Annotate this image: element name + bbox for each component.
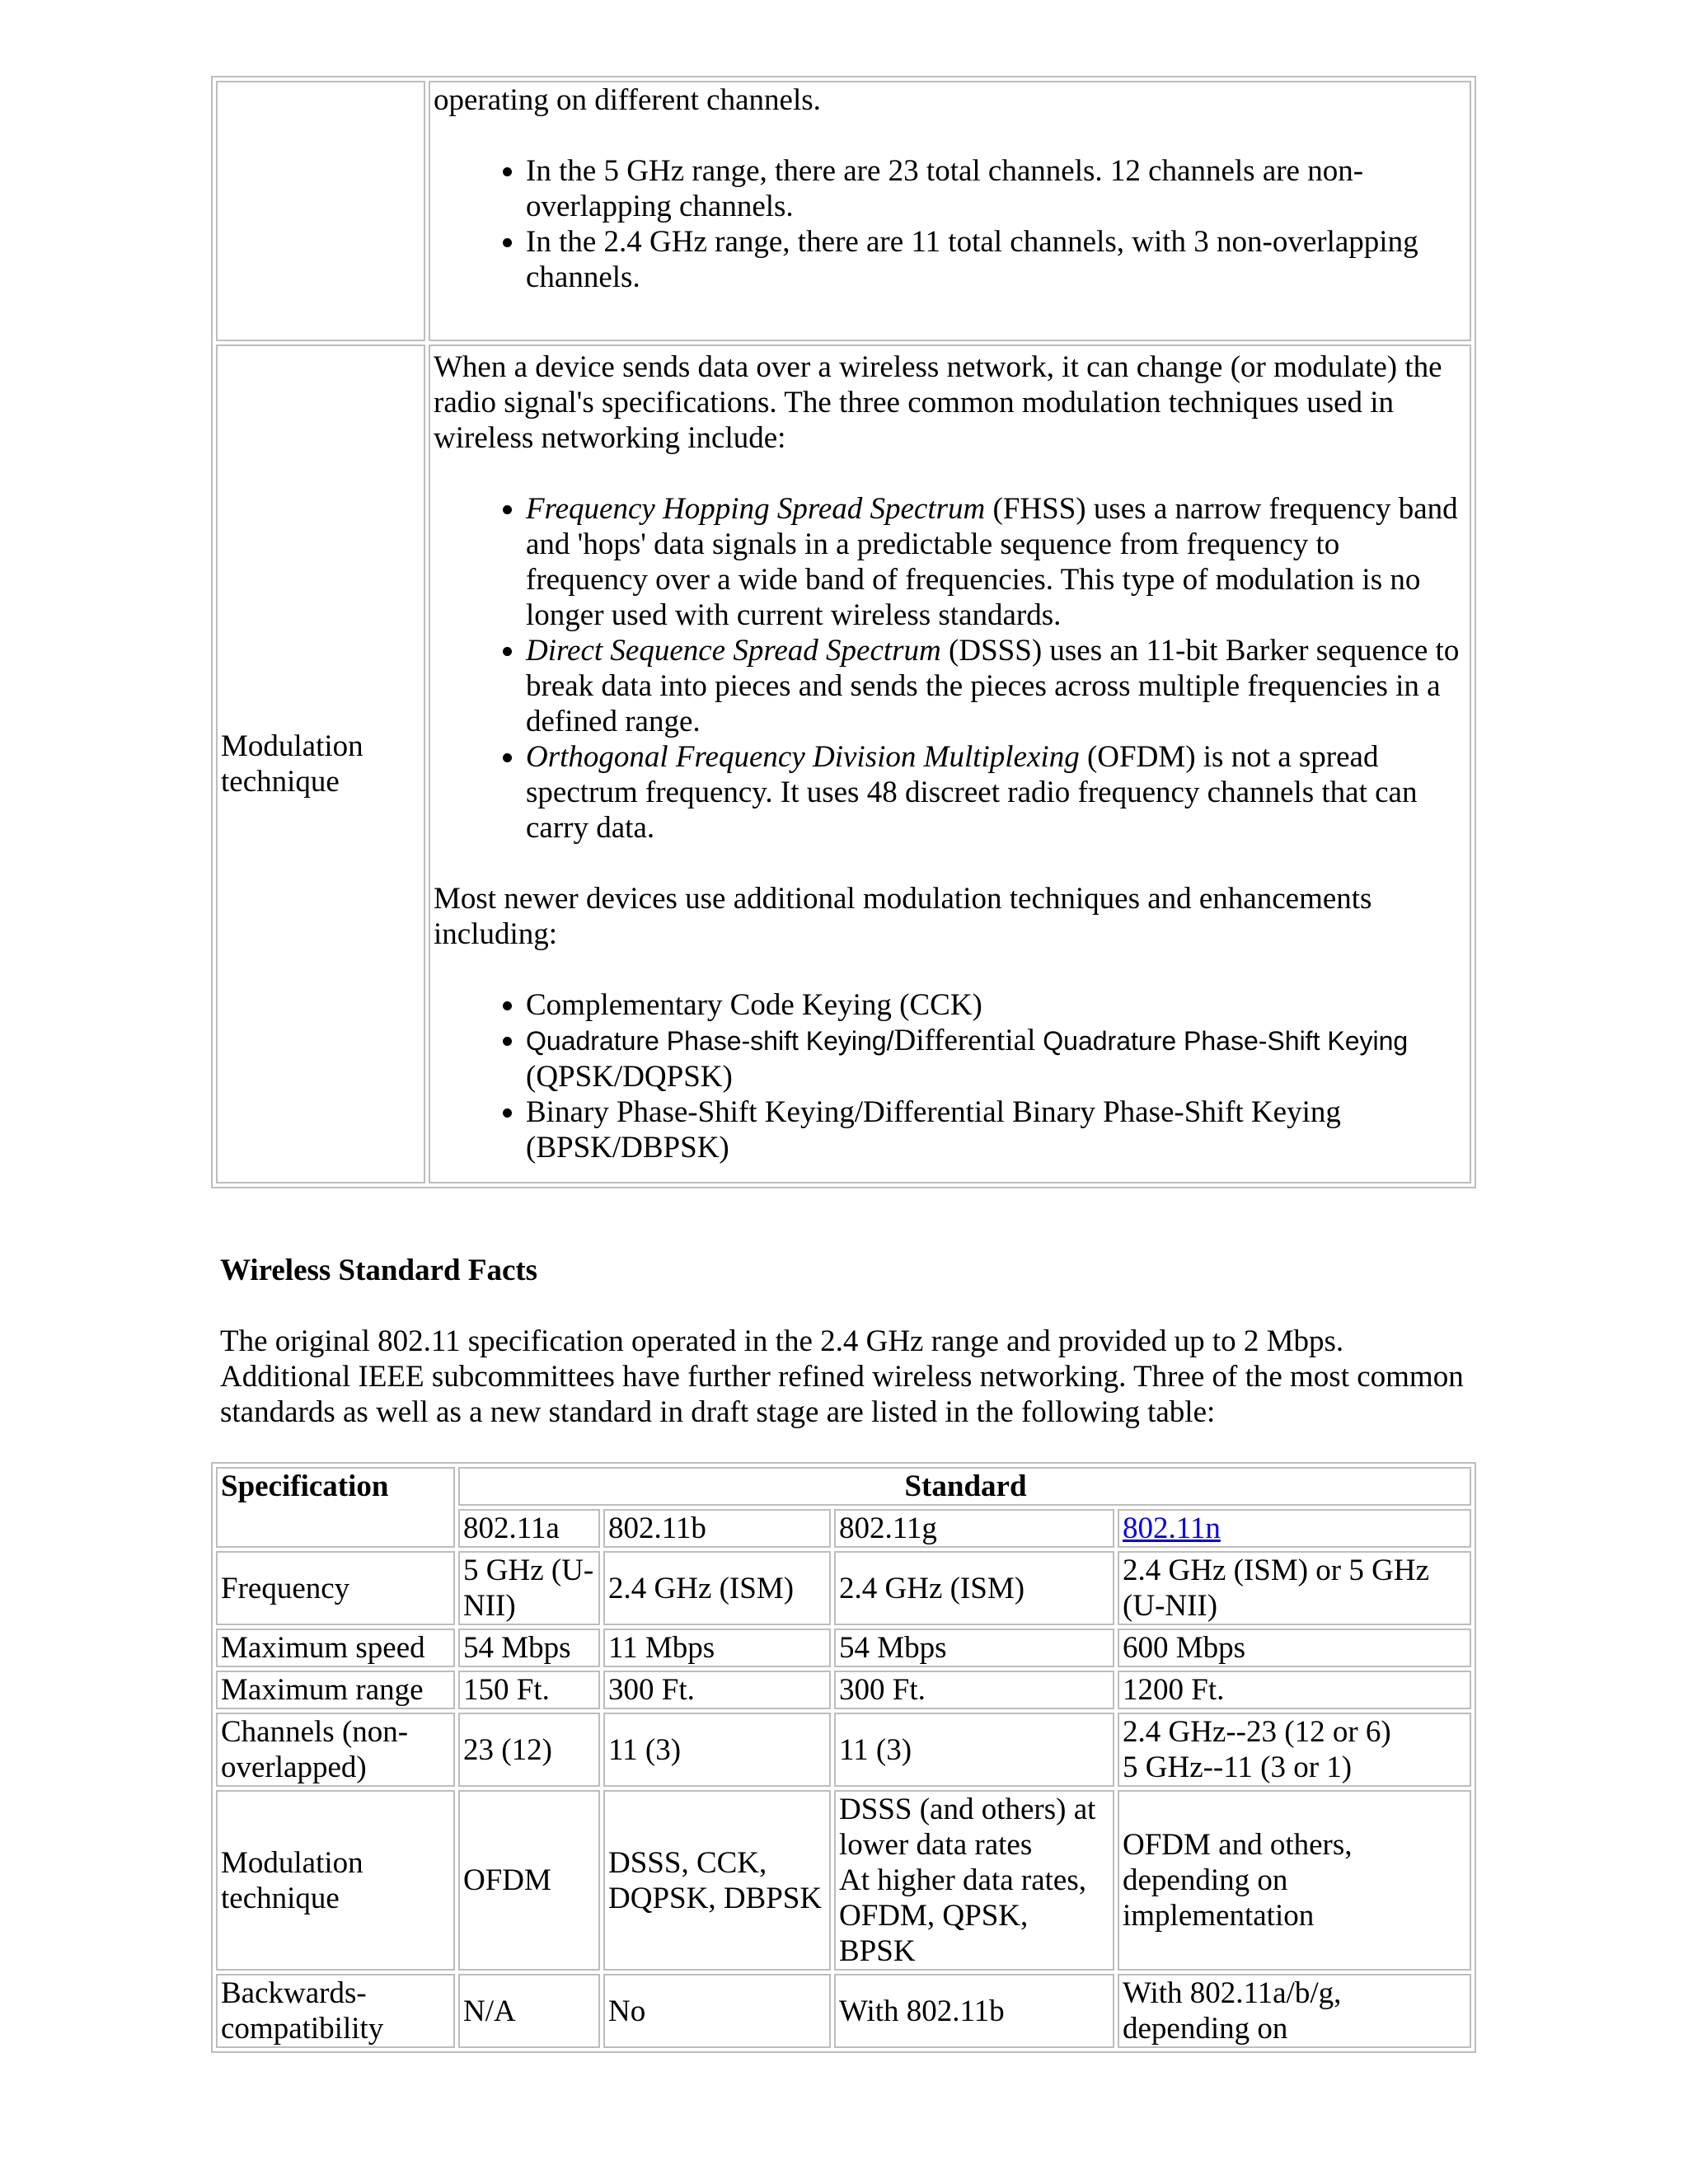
table-cell: 11 (3) — [834, 1713, 1114, 1787]
table-cell: 5 GHz (U-NII) — [458, 1551, 600, 1625]
table-row — [216, 1974, 1471, 2048]
table-cell: No — [603, 1974, 831, 2048]
table-row — [216, 1671, 1471, 1709]
enhancement-text-b: Differential — [893, 1024, 1036, 1057]
table-row — [216, 1551, 1471, 1625]
table-cell: 300 Ft. — [834, 1671, 1114, 1709]
table-cell: 600 Mbps — [1118, 1629, 1471, 1667]
row-label-backwards-compat: Backwards-compatibility — [216, 1974, 455, 2048]
table-cell: DSSS, CCK, DQPSK, DBPSK — [603, 1790, 831, 1971]
intro-paragraph: The original 802.11 specification operated in the 2.4 GHz range and provided up to 2 Mbps. Additional IEEE subcommittees have further refined wireless networking. Three of the most common standards as well as a new standard in draft stage are listed in the following table: — [220, 1324, 1464, 1429]
table-cell: With 802.11b — [834, 1974, 1114, 2048]
row-label-modulation: Modulation technique — [216, 1790, 455, 1971]
table-cell: 1200 Ft. — [1118, 1671, 1471, 1709]
list-item: • In the 5 GHz range, there are 23 total channels. 12 channels are non-overlapping channels. — [526, 153, 1468, 224]
list-item — [526, 1023, 1468, 1094]
row-label — [216, 81, 425, 341]
table-row — [216, 1713, 1471, 1787]
list-item: • In the 2.4 GHz range, there are 11 total channels, with 3 non-overlapping channels. — [526, 224, 1468, 295]
table-cell: OFDM and others, depending on implementation — [1118, 1790, 1471, 1971]
channels-intro-text: operating on different channels. — [434, 83, 821, 117]
table-cell: With 802.11a/b/g, depending on — [1118, 1974, 1471, 2048]
channels-description-cell — [429, 81, 1471, 341]
column-header-80211b: 802.11b — [603, 1509, 831, 1548]
table-cell: 2.4 GHz (ISM) or 5 GHz (U-NII) — [1118, 1551, 1471, 1625]
table-cell: N/A — [458, 1974, 600, 2048]
table-cell: 23 (12) — [458, 1713, 600, 1787]
row-label-modulation: Modulation technique — [216, 344, 425, 1183]
technique-term: Direct Sequence Spread Spectrum — [526, 634, 941, 668]
modulation-techniques-list — [434, 491, 1468, 846]
row-label-frequency: Frequency — [216, 1551, 455, 1625]
technique-desc: (FHSS) uses a narrow frequency band and 'hops' data signals in a predictable sequence from frequency to frequency over a wide band of frequencies. This type of modulation is no longer used with current wireless standards. — [526, 492, 1458, 632]
standard-header: Standard — [458, 1467, 1471, 1506]
modulation-description-cell — [429, 344, 1471, 1183]
enhancements-intro-text: Most newer devices use additional modulation techniques and enhancements including: — [434, 882, 1372, 951]
cell-line: 5 GHz--11 (3 or 1) — [1123, 1750, 1353, 1784]
column-header-80211g: 802.11g — [834, 1509, 1114, 1548]
table-cell: 54 Mbps — [458, 1629, 600, 1667]
modulation-facts-table — [211, 76, 1476, 1188]
list-item: • Binary Phase-Shift Keying/Differential Binary Phase-Shift Keying (BPSK/DBPSK) — [526, 1094, 1468, 1165]
technique-term: Frequency Hopping Spread Spectrum — [526, 492, 986, 526]
table-row — [216, 1467, 1471, 1506]
table-cell: 11 (3) — [603, 1713, 831, 1787]
enhancement-text-c: Quadrature Phase-Shift Keying — [1035, 1026, 1409, 1056]
modulation-intro-text: When a device sends data over a wireless network, it can change (or modulate) the radio signal's specifications. The three common modulation techniques used in wireless networking include: — [434, 350, 1442, 455]
row-label-max-range: Maximum range — [216, 1671, 455, 1709]
list-item — [526, 633, 1468, 739]
cell-line: 2.4 GHz--23 (12 or 6) — [1123, 1715, 1391, 1749]
list-item — [526, 739, 1468, 846]
specification-header: Specification — [216, 1467, 455, 1548]
table-cell: OFDM — [458, 1790, 600, 1971]
technique-desc: (OFDM) is not a spread spectrum frequency. It uses 48 discreet radio frequency channels that can carry data. — [526, 740, 1418, 845]
table-row — [216, 344, 1471, 1183]
table-cell — [834, 1790, 1114, 1971]
enhancements-list — [434, 987, 1468, 1165]
enhancement-text-a: Quadrature Phase-shift Keying/ — [526, 1026, 894, 1056]
table-row — [216, 1629, 1471, 1667]
technique-term: Orthogonal Frequency Division Multiplexing — [526, 740, 1080, 774]
table-cell — [1118, 1713, 1471, 1787]
row-label-max-speed: Maximum speed — [216, 1629, 455, 1667]
cell-line: DSSS (and others) at lower data rates — [839, 1793, 1096, 1862]
channels-bullet-list — [434, 153, 1468, 295]
table-cell: 2.4 GHz (ISM) — [603, 1551, 831, 1625]
enhancement-text-d: (QPSK/DQPSK) — [526, 1060, 733, 1094]
column-header-80211n-link-cell — [1118, 1509, 1471, 1548]
table-cell: 54 Mbps — [834, 1629, 1114, 1667]
table-row — [216, 81, 1471, 341]
section-heading: Wireless Standard Facts — [220, 1254, 538, 1287]
list-item: • Complementary Code Keying (CCK) — [526, 987, 1468, 1023]
list-item — [526, 491, 1468, 633]
wireless-standards-table — [211, 1462, 1476, 2053]
technique-desc: (DSSS) uses an 11-bit Barker sequence to break data into pieces and sends the pieces across multiple frequencies in a defined range. — [526, 634, 1460, 738]
table-cell: 11 Mbps — [603, 1629, 831, 1667]
column-header-80211a: 802.11a — [458, 1509, 600, 1548]
table-cell: 150 Ft. — [458, 1671, 600, 1709]
row-label-channels: Channels (non-overlapped) — [216, 1713, 455, 1787]
table-row — [216, 1790, 1471, 1971]
cell-line: At higher data rates, OFDM, QPSK, BPSK — [839, 1863, 1086, 1968]
table-cell: 300 Ft. — [603, 1671, 831, 1709]
80211n-link[interactable]: 802.11n — [1123, 1511, 1221, 1545]
table-cell: 2.4 GHz (ISM) — [834, 1551, 1114, 1625]
